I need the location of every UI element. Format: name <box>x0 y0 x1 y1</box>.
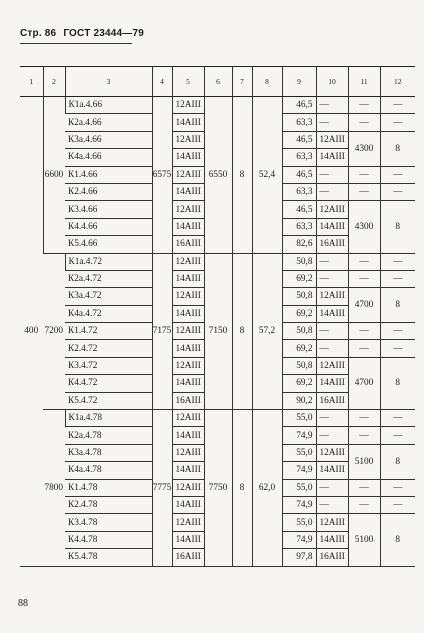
extra-rebar-cell: — <box>316 323 348 340</box>
extra-rebar-cell: 12АIII <box>316 514 348 531</box>
column-12-cell: — <box>380 496 415 513</box>
mark-cell: К3а.4.72 <box>65 288 152 305</box>
extra-rebar-cell: — <box>316 270 348 287</box>
rebar-cell: 14АIII <box>172 305 204 322</box>
mark-cell: К2.4.66 <box>65 183 152 200</box>
column-4-value: 6575 <box>152 97 172 254</box>
rebar-cell: 12АIII <box>172 288 204 305</box>
column-number-6: 6 <box>204 67 232 97</box>
mark-cell: К4а.4.72 <box>65 305 152 322</box>
rebar-cell: 16АIII <box>172 392 204 409</box>
column-11-cell: — <box>348 323 380 340</box>
mark-cell: К2а.4.78 <box>65 427 152 444</box>
mark-cell: К2а.4.66 <box>65 114 152 131</box>
column-2-value: 6600 <box>43 97 65 254</box>
column-11-cell: — <box>348 496 380 513</box>
extra-rebar-cell: — <box>316 479 348 496</box>
column-12-cell: — <box>380 479 415 496</box>
mass-cell: 46,5 <box>282 201 316 218</box>
mark-cell: К4а.4.66 <box>65 149 152 166</box>
mark-cell: К1а.4.66 <box>65 97 152 114</box>
column-6-value: 7150 <box>204 253 232 410</box>
column-number-7: 7 <box>232 67 252 97</box>
mass-cell: 74,9 <box>282 462 316 479</box>
rebar-cell: 12АIII <box>172 479 204 496</box>
rebar-cell: 12АIII <box>172 166 204 183</box>
rebar-cell: 14АIII <box>172 375 204 392</box>
mass-cell: 46,5 <box>282 166 316 183</box>
extra-rebar-cell: — <box>316 97 348 114</box>
mark-cell: К1а.4.72 <box>65 253 152 270</box>
mark-cell: К3.4.72 <box>65 357 152 374</box>
rebar-cell: 14АIII <box>172 114 204 131</box>
mark-cell: К1.4.78 <box>65 479 152 496</box>
mark-cell: К2а.4.72 <box>65 270 152 287</box>
page-number: 88 <box>18 598 28 609</box>
extra-rebar-cell: 14АIII <box>316 531 348 548</box>
mass-cell: 90,2 <box>282 392 316 409</box>
extra-rebar-cell: — <box>316 114 348 131</box>
mark-cell: К2.4.72 <box>65 340 152 357</box>
column-12-value: 8 <box>380 131 415 166</box>
rebar-cell: 12АIII <box>172 253 204 270</box>
rebar-cell: 14АIII <box>172 496 204 513</box>
rebar-cell: 16АIII <box>172 236 204 253</box>
column-11-value: 4700 <box>348 357 380 409</box>
table-row <box>20 410 415 427</box>
standard-title: ГОСТ 23444—79 <box>63 28 145 39</box>
extra-rebar-cell: — <box>316 253 348 270</box>
rebar-cell: 14АIII <box>172 149 204 166</box>
column-number-3: 3 <box>65 67 152 97</box>
extra-rebar-cell: 14АIII <box>316 305 348 322</box>
column-number-10: 10 <box>316 67 348 97</box>
column-12-cell: — <box>380 340 415 357</box>
mark-cell: К4.4.78 <box>65 531 152 548</box>
mass-cell: 63,3 <box>282 218 316 235</box>
mass-cell: 50,8 <box>282 288 316 305</box>
extra-rebar-cell: 14АIII <box>316 462 348 479</box>
rebar-cell: 14АIII <box>172 427 204 444</box>
column-11-cell: — <box>348 183 380 200</box>
column-12-value: 8 <box>380 201 415 253</box>
rebar-cell: 14АIII <box>172 218 204 235</box>
column-11-cell: — <box>348 410 380 427</box>
extra-rebar-cell: 12АIII <box>316 201 348 218</box>
column-11-cell: — <box>348 114 380 131</box>
mass-cell: 46,5 <box>282 131 316 148</box>
extra-rebar-cell: 16АIII <box>316 392 348 409</box>
column-11-value: 5100 <box>348 444 380 479</box>
table-row <box>20 97 415 114</box>
column-number-row <box>20 67 415 97</box>
extra-rebar-cell: — <box>316 166 348 183</box>
rebar-cell: 16АIII <box>172 549 204 566</box>
column-11-cell: — <box>348 427 380 444</box>
mark-cell: К3.4.66 <box>65 201 152 218</box>
rebar-cell: 14АIII <box>172 340 204 357</box>
rebar-cell: 14АIII <box>172 462 204 479</box>
mass-cell: 46,5 <box>282 97 316 114</box>
rebar-cell: 12АIII <box>172 201 204 218</box>
mass-cell: 97,8 <box>282 549 316 566</box>
rebar-cell: 14АIII <box>172 270 204 287</box>
column-11-cell: — <box>348 270 380 287</box>
rebar-cell: 12АIII <box>172 131 204 148</box>
column-11-cell: — <box>348 340 380 357</box>
column-11-cell: — <box>348 479 380 496</box>
column-12-cell: — <box>380 183 415 200</box>
mark-cell: К1а.4.78 <box>65 410 152 427</box>
column-number-4: 4 <box>152 67 172 97</box>
mass-cell: 55,0 <box>282 479 316 496</box>
column-number-1: 1 <box>20 67 43 97</box>
mass-cell: 69,2 <box>282 305 316 322</box>
extra-rebar-cell: — <box>316 183 348 200</box>
column-2-value: 7800 <box>43 410 65 567</box>
mass-cell: 50,8 <box>282 253 316 270</box>
column-12-cell: — <box>380 323 415 340</box>
mass-cell: 63,3 <box>282 114 316 131</box>
mass-cell: 55,0 <box>282 514 316 531</box>
column-number-12: 12 <box>380 67 415 97</box>
column-8-value: 62,0 <box>252 410 282 567</box>
extra-rebar-cell: 16АIII <box>316 549 348 566</box>
column-7-value: 8 <box>232 97 252 254</box>
column-8-value: 57,2 <box>252 253 282 410</box>
table-row <box>20 253 415 270</box>
mark-cell: К1.4.66 <box>65 166 152 183</box>
extra-rebar-cell: 12АIII <box>316 444 348 461</box>
mark-cell: К4.4.66 <box>65 218 152 235</box>
mass-cell: 50,8 <box>282 323 316 340</box>
mass-cell: 63,3 <box>282 149 316 166</box>
mark-cell: К5.4.78 <box>65 549 152 566</box>
mark-cell: К5.4.72 <box>65 392 152 409</box>
column-1-value: 400 <box>20 97 43 567</box>
column-12-cell: — <box>380 114 415 131</box>
column-12-cell: — <box>380 253 415 270</box>
page-header <box>20 28 144 39</box>
mark-cell: К2.4.78 <box>65 496 152 513</box>
column-11-cell: — <box>348 166 380 183</box>
rebar-cell: 14АIII <box>172 183 204 200</box>
column-6-value: 7750 <box>204 410 232 567</box>
mark-cell: К3а.4.66 <box>65 131 152 148</box>
column-11-value: 4300 <box>348 201 380 253</box>
rebar-cell: 12АIII <box>172 514 204 531</box>
table-body <box>20 97 415 567</box>
column-11-cell: — <box>348 97 380 114</box>
extra-rebar-cell: 12АIII <box>316 357 348 374</box>
mass-cell: 74,9 <box>282 531 316 548</box>
mass-cell: 69,2 <box>282 270 316 287</box>
column-12-cell: — <box>380 166 415 183</box>
column-4-value: 7775 <box>152 410 172 567</box>
spec-table <box>20 66 415 567</box>
mark-cell: К3а.4.78 <box>65 444 152 461</box>
column-11-value: 4700 <box>348 288 380 323</box>
rebar-cell: 12АIII <box>172 323 204 340</box>
extra-rebar-cell: 14АIII <box>316 375 348 392</box>
extra-rebar-cell: 16АIII <box>316 236 348 253</box>
mass-cell: 55,0 <box>282 410 316 427</box>
extra-rebar-cell: 12АIII <box>316 288 348 305</box>
extra-rebar-cell: 14АIII <box>316 218 348 235</box>
column-12-cell: — <box>380 410 415 427</box>
column-12-value: 8 <box>380 514 415 566</box>
mass-cell: 69,2 <box>282 340 316 357</box>
mass-cell: 69,2 <box>282 375 316 392</box>
column-11-value: 5100 <box>348 514 380 566</box>
extra-rebar-cell: 14АIII <box>316 149 348 166</box>
mass-cell: 74,9 <box>282 427 316 444</box>
mark-cell: К4а.4.78 <box>65 462 152 479</box>
column-number-5: 5 <box>172 67 204 97</box>
column-number-11: 11 <box>348 67 380 97</box>
rebar-cell: 14АIII <box>172 531 204 548</box>
rebar-cell: 12АIII <box>172 97 204 114</box>
column-12-cell: — <box>380 97 415 114</box>
mass-cell: 55,0 <box>282 444 316 461</box>
rebar-cell: 12АIII <box>172 357 204 374</box>
mass-cell: 63,3 <box>282 183 316 200</box>
extra-rebar-cell: — <box>316 410 348 427</box>
rebar-cell: 12АIII <box>172 444 204 461</box>
page-label: Стр. 86 <box>20 28 57 39</box>
extra-rebar-cell: — <box>316 496 348 513</box>
column-number-9: 9 <box>282 67 316 97</box>
header-rule <box>20 43 132 44</box>
mark-cell: К5.4.66 <box>65 236 152 253</box>
mass-cell: 82,6 <box>282 236 316 253</box>
column-8-value: 52,4 <box>252 97 282 254</box>
column-11-cell: — <box>348 253 380 270</box>
column-7-value: 8 <box>232 410 252 567</box>
column-12-cell: — <box>380 270 415 287</box>
column-4-value: 7175 <box>152 253 172 410</box>
mark-cell: К4.4.72 <box>65 375 152 392</box>
column-12-value: 8 <box>380 444 415 479</box>
column-number-8: 8 <box>252 67 282 97</box>
column-12-value: 8 <box>380 357 415 409</box>
column-12-value: 8 <box>380 288 415 323</box>
rebar-cell: 12АIII <box>172 410 204 427</box>
extra-rebar-cell: 12АIII <box>316 131 348 148</box>
mark-cell: К1.4.72 <box>65 323 152 340</box>
column-12-cell: — <box>380 427 415 444</box>
extra-rebar-cell: — <box>316 427 348 444</box>
extra-rebar-cell: — <box>316 340 348 357</box>
mass-cell: 74,9 <box>282 496 316 513</box>
column-11-value: 4300 <box>348 131 380 166</box>
mass-cell: 50,8 <box>282 357 316 374</box>
column-2-value: 7200 <box>43 253 65 410</box>
column-7-value: 8 <box>232 253 252 410</box>
mark-cell: К3.4.78 <box>65 514 152 531</box>
column-6-value: 6550 <box>204 97 232 254</box>
column-number-2: 2 <box>43 67 65 97</box>
